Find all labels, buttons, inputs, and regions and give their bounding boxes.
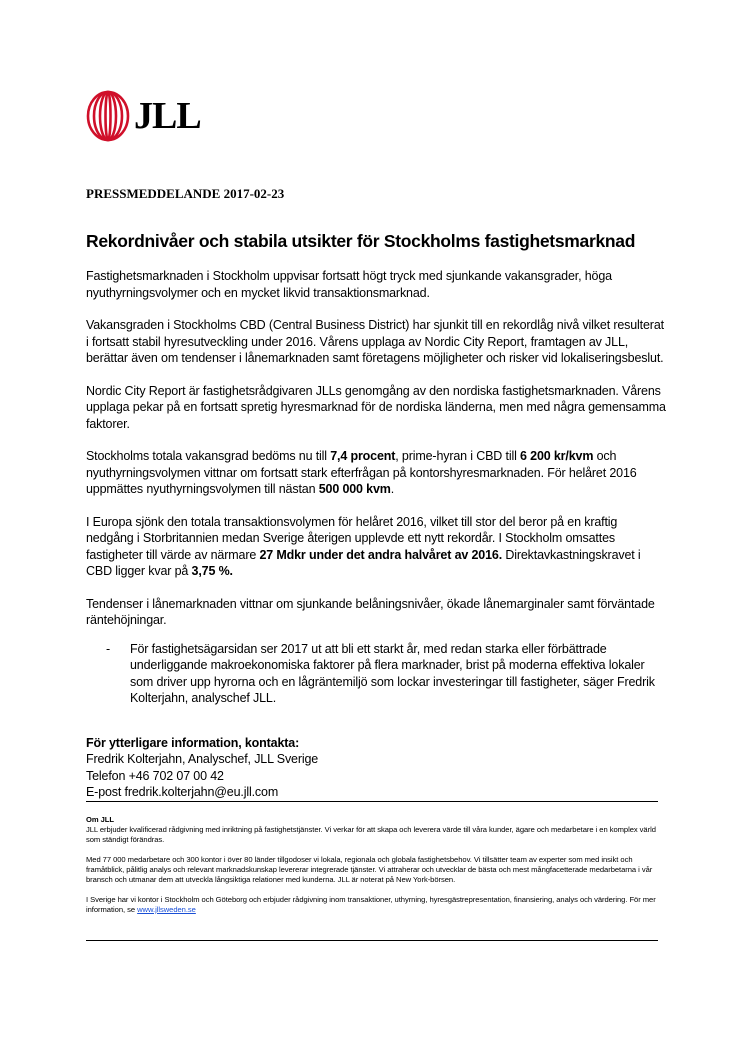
paragraph-transactions: I Europa sjönk den totala transaktionsvolymen för helåret 2016, vilket till stor del beror på en kraftig nedgång i Storbritannien medan Sverige återigen upplevde ett nytt rekordår. I Stockholm omsattes fastigheter till värde av närmare 27 Mdkr under det andra halvåret av 2016. Direktavkastningskravet i CBD ligger kvar på 3,75 %. <box>86 514 641 578</box>
paragraph-stockholm-figures: Stockholms totala vakansgrad bedöms nu till 7,4 procent, prime-hyran i CBD till 6 200 kr/kvm och nyuthyrningsvolymen vittnar om fortsatt stark efterfrågan på kontorshyresmarknaden. För helåret 2016 uppmättes nyuthyrningsvolymen till nästan 500 000 kvm. <box>86 449 637 496</box>
logo-wordmark: JLL <box>134 95 201 137</box>
quote-text: För fastighetsägarsidan ser 2017 ut att bli ett starkt år, med redan starka eller förbättrade underliggande makroekonomiska faktorer på flera marknader, brist på moderna effektiva lokaler som driver upp hyrorna och en lågräntemiljö som lockar investeringar till fastigheter, säger Fredrik Kolterjahn, analyschef JLL. <box>130 641 655 705</box>
contact-name: Fredrik Kolterjahn, Analyschef, JLL Sverige <box>86 752 319 766</box>
article-body <box>86 268 666 801</box>
quote-dash: - <box>106 641 111 656</box>
contact-heading: För ytterligare information, kontakta: <box>86 735 300 750</box>
footer-top-divider <box>86 801 658 802</box>
letting-volume-value: 500 000 kvm <box>318 482 391 496</box>
footer-paragraph-3: I Sverige har vi kontor i Stockholm och Göteborg och erbjuder rådgivning inom transaktioner, uthyrning, hyresgästrepresentation, finansiering, analys och värdering. För mer information, se www.jllsweden.se <box>86 895 656 914</box>
press-release-date: PRESSMEDDELANDE 2017-02-23 <box>86 186 285 201</box>
contact-block <box>86 735 666 801</box>
paragraph-nordic-report: Nordic City Report är fastighetsrådgivaren JLLs genomgång av den nordiska fastighetsmarknaden. Vårens upplaga pekar på en fortsatt spretig hyresmarknad för de nordiska länderna, men med några gemensamma faktorer. <box>86 383 666 431</box>
paragraph-vacancy: Vakansgraden i Stockholms CBD (Central Business District) har sjunkit till en rekordlåg nivå vilket resulterat i fortsatt stabil hyresutveckling under 2016. Vårens upplaga av Nordic City Report, framtagen av JLL, berättar även om tendenser i lånemarknaden samt företagens möjligheter och risker vid lokaliseringsbeslut. <box>86 318 664 365</box>
contact-phone: Telefon +46 702 07 00 42 <box>86 768 224 783</box>
quote-item <box>106 641 666 707</box>
footer-paragraph-2: Med 77 000 medarbetare och 300 kontor i över 80 länder tillgodoser vi lokala, regionala och globala fastighetsbehov. Vi tillsätter team av experter som med insikt och framåtblick, pålitlig analys och relevant marknadskunskap levererar integrerade tjänster. Vi attraherar och utvecklar de bästa och mest mångfacetterade medarbetarna i vår bransch och utmanar dem att utveckla långsiktiga relationer med kunderna. JLL är noterat på New York-börsen. <box>86 855 653 884</box>
prime-rent-value: 6 200 kr/kvm <box>520 449 594 463</box>
footer-bottom-divider <box>86 940 658 941</box>
about-jll-footer <box>86 815 660 925</box>
vacancy-rate-value: 7,4 procent <box>330 449 396 463</box>
footer-heading: Om JLL <box>86 815 114 824</box>
paragraph-intro: Fastighetsmarknaden i Stockholm uppvisar fortsatt högt tryck med sjunkande vakansgrader, höga nyuthyrningsvolymer och en mycket likvid transaktionsmarknad. <box>86 269 612 300</box>
website-link[interactable]: www.jllsweden.se <box>137 905 196 914</box>
jll-helix-icon <box>86 90 130 142</box>
page-title: Rekordnivåer och stabila utsikter för Stockholms fastighetsmarknad <box>86 231 636 251</box>
jll-logo <box>86 90 201 142</box>
footer-paragraph-1: JLL erbjuder kvalificerad rådgivning med inriktning på fastighetstjänster. Vi verkar för att skapa och leverera värde till våra kunder, ägare och medarbetare i en komplex värld som ständigt förändras. <box>86 825 656 844</box>
yield-value: 3,75 %. <box>191 564 233 578</box>
transaction-volume-value: 27 Mdkr under det andra halvåret av 2016. <box>259 547 503 562</box>
contact-email: E-post fredrik.kolterjahn@eu.jll.com <box>86 785 279 799</box>
paragraph-lending: Tendenser i lånemarknaden vittnar om sjunkande belåningsnivåer, ökade lånemarginaler samt förväntade räntehöjningar. <box>86 596 655 627</box>
